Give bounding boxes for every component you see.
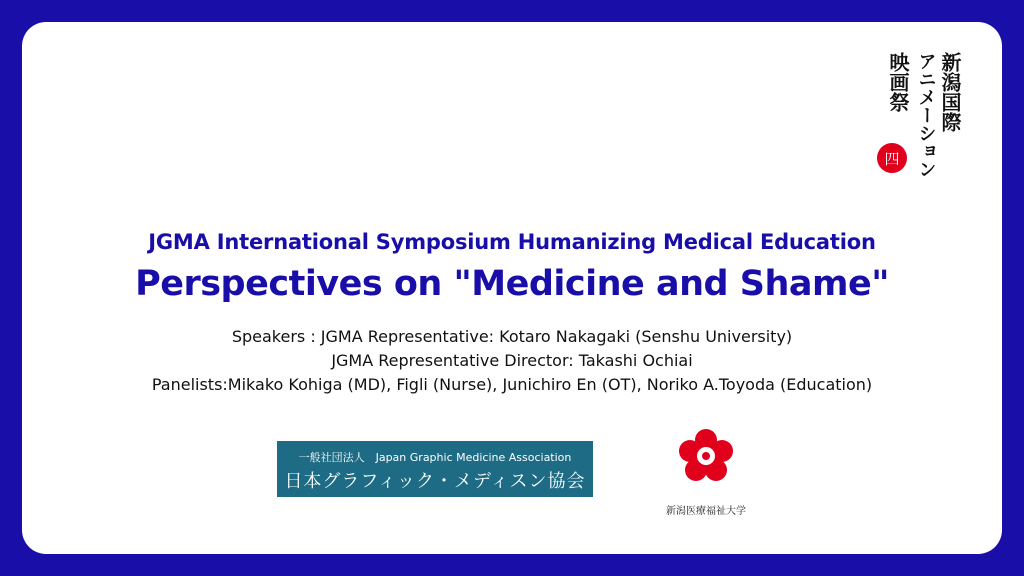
director-line: JGMA Representative Director: Takashi Ochiai [331, 351, 693, 370]
jgma-logo [277, 441, 593, 497]
festival-logo [868, 48, 966, 184]
university-name: 新潟医療福祉大学 [666, 506, 746, 517]
event-title: Perspectives on "Medicine and Shame" [135, 264, 889, 304]
jgma-logo-large-text: 日本グラフィック・メディスン協会 [284, 471, 586, 492]
event-subtitle: JGMA International Symposium Humanizing Medical Education [148, 230, 876, 254]
panelists-line: Panelists:Mikako Kohiga (MD), Figli (Nurse), Junichiro En (OT), Noriko A.Toyoda (Education) [151, 375, 873, 394]
festival-line-2: アニメーション [915, 52, 937, 178]
speakers-line: Speakers : JGMA Representative: Kotaro Nakagaki (Senshu University) [231, 327, 793, 346]
festival-line-3: 映画祭 [886, 52, 910, 112]
festival-line-1: 新潟国際 [938, 52, 962, 132]
speakers-block [0, 325, 1024, 397]
jgma-logo-small-text: 一般社団法人 Japan Graphic Medicine Association [298, 451, 572, 464]
university-flower-icon [652, 420, 760, 500]
festival-edition-mark: 四 [884, 150, 900, 168]
university-logo [652, 420, 760, 520]
